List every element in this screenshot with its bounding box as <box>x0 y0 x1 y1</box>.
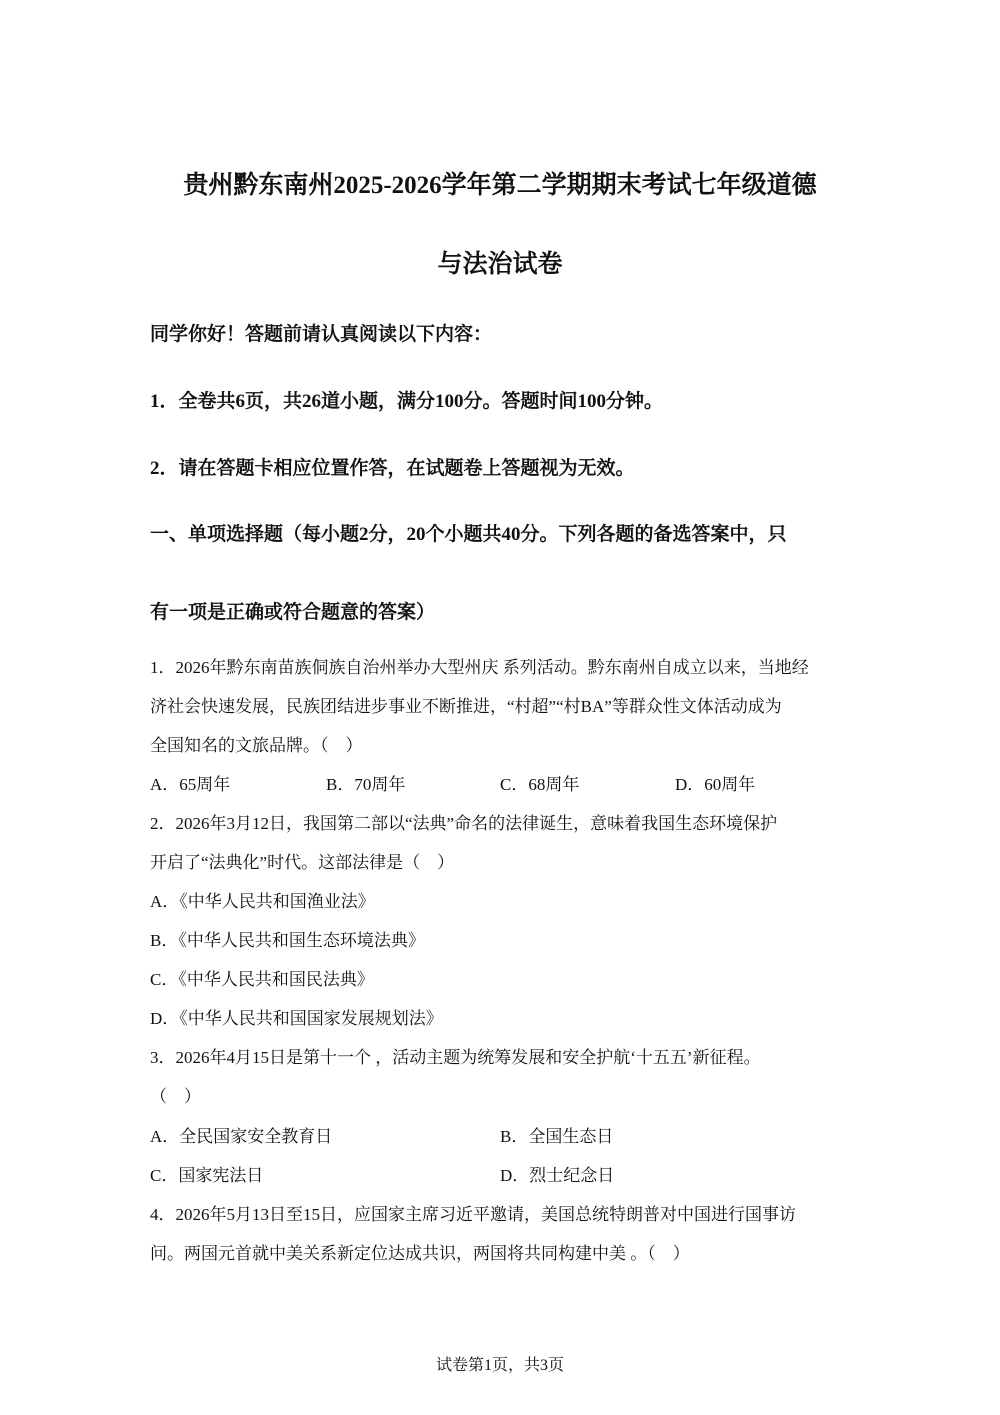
q2-option-a: A．《中华人民共和国渔业法》 <box>150 892 375 911</box>
notice-item-1: 1．全卷共6页，共26道小题，满分100分。答题时间100分钟。 <box>150 391 664 412</box>
q1-option-d: D．60周年 <box>675 775 756 794</box>
q1-option-b: B．70周年 <box>326 775 406 794</box>
notice-item-2: 2．请在答题卡相应位置作答，在试题卷上答题视为无效。 <box>150 458 635 479</box>
q3-option-c: C．国家宪法日 <box>150 1166 264 1185</box>
q1-option-a: A．65周年 <box>150 775 231 794</box>
exam-title-line1: 贵州黔东南州2025-2026学年第二学期期末考试七年级道德 <box>183 172 817 199</box>
notice-greeting: 同学你好！答题前请认真阅读以下内容： <box>150 324 493 345</box>
q2-stem-line1: 2．2026年3月12日，我国第二部以“法典”命名的法律诞生，意味着我国生态环境保护 <box>150 814 778 833</box>
q2-option-b: B．《中华人民共和国生态环境法典》 <box>150 931 425 950</box>
section-heading-line2: 有一项是正确或符合题意的答案） <box>150 602 436 623</box>
exam-title-line2: 与法治试卷 <box>437 251 563 278</box>
q4-stem-line1: 4．2026年5月13日至15日，应国家主席习近平邀请，美国总统特朗普对中国进行国事访 <box>150 1205 796 1224</box>
q2-stem-line2: 开启了“法典化”时代。这部法律是（ ） <box>150 853 455 872</box>
section-heading-line1: 一、单项选择题（每小题2分，20个小题共40分。下列各题的备选答案中，只 <box>150 524 787 545</box>
q3-stem-line1: 3．2026年4月15日是第十一个 ，活动主题为统筹发展和安全护航‘十五五’新征程。 <box>150 1048 761 1067</box>
q1-stem-line3: 全国知名的文旅品牌。（ ） <box>150 736 363 755</box>
q3-option-a: A．全民国家安全教育日 <box>150 1127 333 1146</box>
page-footer: 试卷第1页，共3页 <box>435 1357 564 1374</box>
q2-option-c: C．《中华人民共和国民法典》 <box>150 970 374 989</box>
q2-option-d: D．《中华人民共和国国家发展规划法》 <box>150 1009 443 1028</box>
q4-stem-line2: 问。两国元首就中美关系新定位达成共识，两国将共同构建中美 。（ ） <box>150 1244 690 1263</box>
q3-stem-line2: （ ） <box>150 1087 201 1106</box>
q1-option-c: C．68周年 <box>500 775 580 794</box>
q1-stem-line1: 1．2026年黔东南苗族侗族自治州举办大型州庆 系列活动。黔东南州自成立以来，当地经 <box>150 658 809 677</box>
q1-stem-line2: 济社会快速发展，民族团结进步事业不断推进，“村超”“村BA”等群众性文体活动成为 <box>150 697 782 716</box>
q3-option-b: B．全国生态日 <box>500 1127 614 1146</box>
q3-option-d: D．烈士纪念日 <box>500 1166 615 1185</box>
